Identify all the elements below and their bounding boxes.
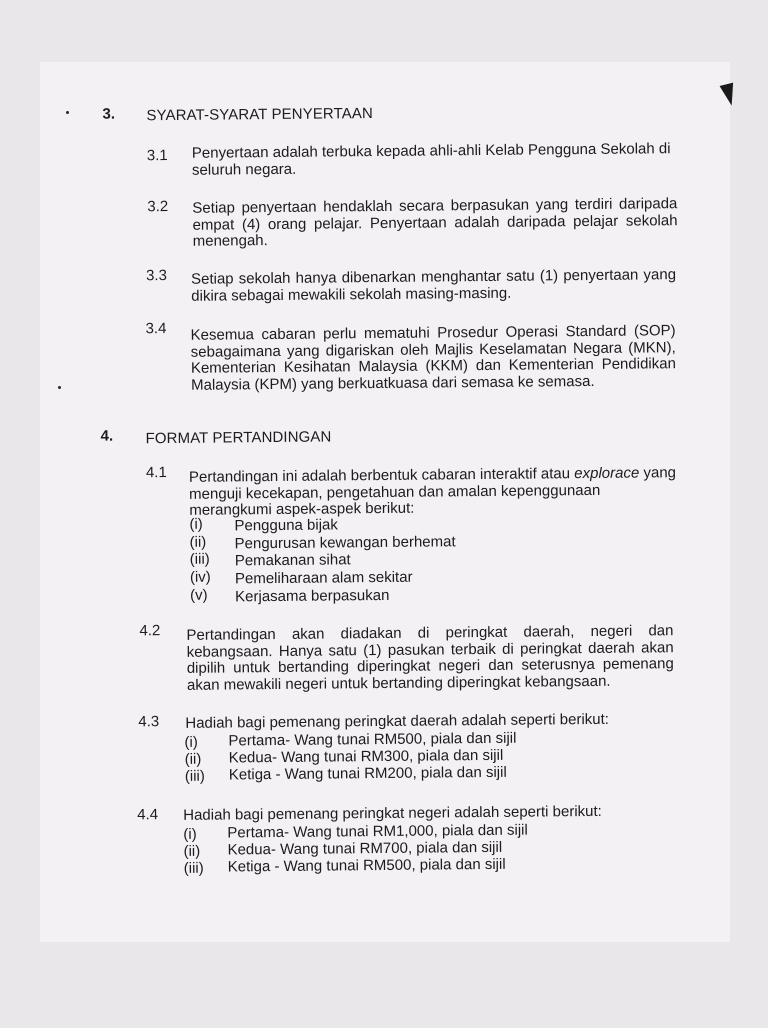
item-text-part: Pertandingan ini adalah berbentuk cabaran interaktif atau xyxy=(188,465,575,486)
list-item: Pertama- Wang tunai RM1,000, piala dan sijil xyxy=(227,821,528,842)
item-text: Setiap sekolah hanya dibenarkan menghantar satu (1) penyertaan yang dikira sebagai mewakili sekolah masing-masing. xyxy=(190,266,677,305)
roman-numeral: (i) xyxy=(183,825,197,843)
item-text: Kesemua cabaran perlu mematuhi Prosedur Operasi Standard (SOP) sebagaimana yang digariskan oleh Majlis Keselamatan Negara (MKN), Kementerian Kesihatan Malaysia (KKM) dan Kementerian Pendidikan Malaysia (KPM) yang berkuatkuasa dari semasa ke semasa. xyxy=(190,322,676,394)
item-text xyxy=(189,465,677,519)
list-item: Pengguna bijak xyxy=(234,516,338,535)
item-text: Setiap penyertaan hendaklah secara berpasukan yang terdiri daripada empat (4) orang pelajar. Penyertaan adalah daripada pelajar sekolah menengah. xyxy=(192,195,678,250)
list-item: Pertama- Wang tunai RM500, piala dan sijil xyxy=(228,729,517,750)
list-item: Kerjasama berpasukan xyxy=(235,586,390,606)
item-number: 4.3 xyxy=(138,713,160,731)
list-item: Pengurusan kewangan berhemat xyxy=(234,533,456,553)
roman-numeral: (ii) xyxy=(184,750,202,768)
list-item: Kedua- Wang tunai RM700, piala dan sijil xyxy=(227,838,503,859)
list-item: Ketiga - Wang tunai RM500, piala dan sijil xyxy=(227,855,506,876)
roman-numeral: (iv) xyxy=(189,568,211,586)
section-title: SYARAT-SYARAT PENYERTAAN xyxy=(146,105,373,125)
roman-numeral: (iii) xyxy=(184,767,205,785)
section-number: 3. xyxy=(102,105,116,123)
item-number: 4.2 xyxy=(139,622,161,640)
item-text: Hadiah bagi pemenang peringkat negeri adalah seperti berikut: xyxy=(183,802,602,824)
roman-numeral: (i) xyxy=(189,515,203,533)
item-text-part: yang menguji kecekapan, pengetahuan dan amalan kepenggunaan merangkumi aspek-aspek berikut: xyxy=(189,464,677,519)
roman-numeral: (i) xyxy=(184,733,198,751)
roman-numeral: (ii) xyxy=(189,533,207,551)
item-text: Penyertaan adalah terbuka kepada ahli-ahli Kelab Pengguna Sekolah di seluruh negara. xyxy=(191,140,671,179)
roman-numeral: (v) xyxy=(190,586,208,604)
item-number: 4.1 xyxy=(145,464,167,482)
item-text-italic: explorace xyxy=(574,464,640,483)
roman-numeral: (iii) xyxy=(183,859,204,877)
list-item: Pemakanan sihat xyxy=(234,551,351,570)
item-number: 3.1 xyxy=(146,147,168,165)
item-number: 3.3 xyxy=(145,267,167,285)
section-title: FORMAT PERTANDINGAN xyxy=(145,428,332,448)
item-number: 4.4 xyxy=(137,806,159,824)
list-item: Pemeliharaan alam sekitar xyxy=(234,568,413,588)
item-number: 3.2 xyxy=(147,198,169,216)
item-number: 3.4 xyxy=(145,320,167,338)
item-text: Hadiah bagi pemenang peringkat daerah adalah seperti berikut: xyxy=(185,710,610,732)
list-item: Kedua- Wang tunai RM300, piala dan sijil xyxy=(228,746,504,767)
roman-numeral: (iii) xyxy=(189,550,210,568)
roman-numeral: (ii) xyxy=(183,842,201,860)
section-number: 4. xyxy=(100,427,114,445)
list-item: Ketiga - Wang tunai RM200, piala dan sijil xyxy=(228,763,507,784)
item-text: Pertandingan akan diadakan di peringkat daerah, negeri dan kebangsaan. Hanya satu (1) pasukan terbaik di peringkat daerah akan dipilih untuk bertanding diperingkat negeri dan seterusnya pemenang akan mewakili negeri untuk bertanding diperingkat kebangsaan. xyxy=(186,622,674,694)
